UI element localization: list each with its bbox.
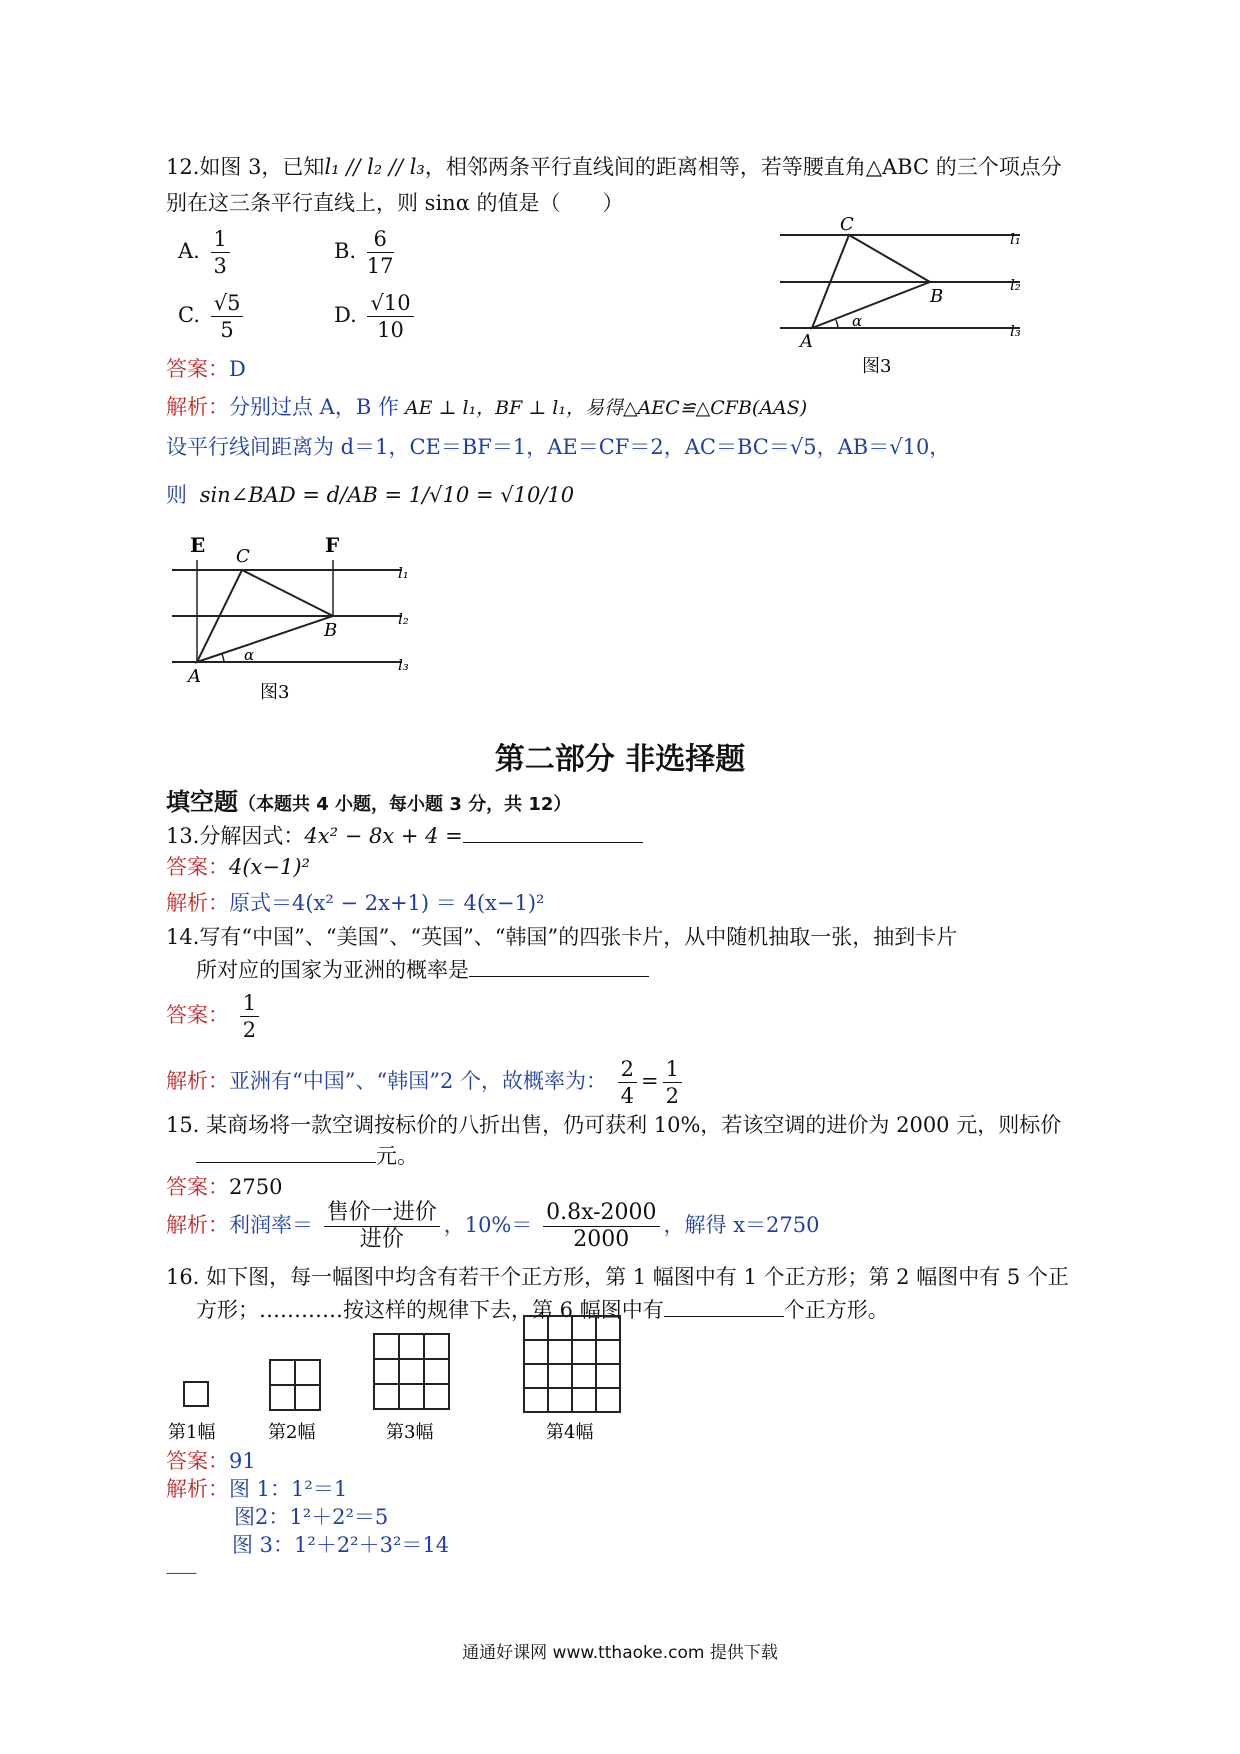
fig2-label-a: A [188, 666, 201, 687]
fig2-label-b: B [324, 620, 338, 641]
q12-stem-pre: 12.如图 3，已知 [166, 155, 325, 179]
q12-option-a: A. $\frac{1}{3}$ [178, 226, 234, 279]
fig2-label-l1: l₁ [398, 564, 409, 582]
fig2-caption: 图3 [260, 682, 290, 703]
fill-heading: 填空题（本题共 4 小题，每小题 3 分，共 12） [166, 788, 572, 816]
q16-analysis-line1: 解析：图 1：1²＝1 [166, 1477, 348, 1501]
q14-answer: 答案： $\frac{1}{2}$ [166, 990, 263, 1043]
fig1-label-a: A [800, 331, 813, 352]
footer: 通通好课网 www.tthaoke.com 提供下载 [462, 1643, 778, 1663]
fig2-label-alpha: α [244, 646, 255, 664]
q16-caption-1: 第1幅 [168, 1422, 216, 1443]
q16-squares-figure [160, 1312, 640, 1452]
q12-analysis-line2: 设平行线间距离为 d＝1，CE＝BF＝1，AE＝CF＝2，AC＝BC＝√5，AB＝√10， [166, 435, 951, 459]
q13-stem: 13.分解因式：4x² − 8x + 4 = [166, 820, 643, 851]
q15-blank [196, 1140, 376, 1163]
q13-analysis: 解析：原式＝4(x² − 2x+1) ＝ 4(x−1)² [166, 891, 545, 915]
fig2-label-l3: l₃ [398, 656, 409, 674]
q12-stem-line2: 别在这三条平行直线上，则 sinα 的值是（ ） [166, 191, 624, 215]
fig2-label-e: E [190, 533, 206, 557]
q12-stem-post: ，相邻两条平行直线间的距离相等，若等腰直角△ABC 的三个项点分 [424, 155, 1062, 179]
q15-stem-line2: 元。 [196, 1140, 418, 1171]
fig1-label-alpha: α [852, 312, 863, 330]
section-title: 第二部分 非选择题 [494, 742, 746, 777]
q16-caption-2: 第2幅 [268, 1422, 316, 1443]
fig1-label-l2: l₂ [1010, 276, 1021, 294]
fig2-label-f: F [325, 533, 340, 557]
q12-figure-3-solution [172, 530, 432, 710]
fig1-label-b: B [930, 286, 944, 307]
q14-answer-frac: $\frac{1}{2}$ [240, 990, 259, 1043]
q12-option-b-frac: $\frac{6}{17}$ [366, 227, 394, 278]
q14-blank [469, 954, 649, 977]
q12-figure-3 [780, 210, 1030, 380]
q12-option-c-frac: $\frac{√5}{5}$ [211, 290, 244, 343]
q16-caption-3: 第3幅 [386, 1422, 434, 1443]
q15-stem-line1: 15. 某商场将一款空调按标价的八折出售，仍可获利 10%，若该空调的进价为 2000 元，则标价 [166, 1113, 1062, 1137]
q16-blank [664, 1294, 784, 1317]
q12-analysis-line3: 则 sin∠BAD = d/AB = 1/√10 = √10/10 [166, 483, 575, 507]
q16-stem-line2: 方形；…………按这样的规律下去，第 6 幅图中有 个正方形。 [196, 1294, 889, 1325]
fig1-caption: 图3 [862, 356, 892, 377]
q12-option-c: C. $\frac{√5}{5}$ [178, 290, 247, 343]
q13-blank [463, 820, 643, 843]
fig1-label-c: C [840, 214, 854, 235]
q12-stem-line1 [166, 152, 1062, 182]
q13-answer: 答案：4(x−1)² [166, 855, 310, 879]
q16-stem-line1: 16. 如下图，每一幅图中均含有若干个正方形，第 1 幅图中有 1 个正方形；第 2 幅图中有 5 个正 [166, 1265, 1069, 1289]
q12-answer: 答案：D [166, 357, 246, 381]
q12-option-b: B. $\frac{6}{17}$ [334, 227, 394, 278]
q16-dots: -------- [166, 1565, 196, 1581]
q12-option-d-frac: $\frac{√10}{10}$ [367, 290, 413, 343]
q14-analysis: 解析：亚洲有“中国”、“韩国”2 个，故概率为： $\frac{2}{4}$ = $\frac{1}{2}$ [166, 1056, 686, 1109]
q12-analysis-line1: 解析：分别过点 A，B 作 AE ⊥ l₁，BF ⊥ l₁，易得△AEC≌△CFB(AAS) [166, 395, 808, 419]
q16-analysis-line2: 图2：1²＋2²＝5 [234, 1505, 389, 1529]
q15-answer: 答案：2750 [166, 1175, 283, 1199]
q16-caption-4: 第4幅 [546, 1422, 594, 1443]
fig2-label-l2: l₂ [398, 610, 409, 628]
q15-analysis: 解析：利润率＝ $\frac{\text{售价一进价}}{\text{进价}}$ ，10%＝ $\frac{0.8x-2000}{2000}$ ，解得 x＝2750 [166, 1200, 820, 1252]
fig2-label-c: C [236, 546, 250, 567]
fig1-label-l3: l₃ [1010, 322, 1021, 340]
q14-stem-line1: 14.写有“中国”、“美国”、“英国”、“韩国”的四张卡片，从中随机抽取一张，抽到卡片 [166, 925, 958, 949]
fig1-label-l1: l₁ [1010, 230, 1021, 248]
q12-option-d: D. $\frac{√10}{10}$ [334, 290, 418, 343]
q14-stem-line2: 所对应的国家为亚洲的概率是 [196, 954, 649, 985]
q12-option-a-frac: $\frac{1}{3}$ [211, 226, 230, 279]
q16-analysis-line3: 图 3：1²＋2²＋3²＝14 [232, 1533, 450, 1557]
q16-answer: 答案：91 [166, 1449, 256, 1473]
q12-sin-formula: sin∠BAD = d/AB = 1/√10 = √10/10 [199, 483, 575, 507]
q12-parallel: l₁ // l₂ // l₃ [324, 155, 425, 179]
